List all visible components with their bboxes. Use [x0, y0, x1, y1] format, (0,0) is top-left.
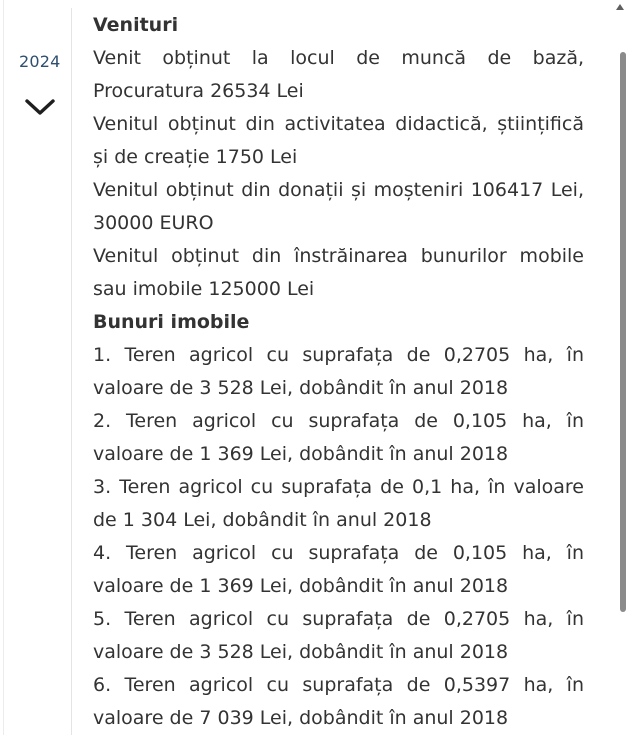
real-estate-item: 1. Teren agricol cu suprafața de 0,2705 ha, în valoare de 3 528 Lei, dobândit în anul 2018	[93, 344, 584, 399]
real-estate-heading: Bunuri imobile	[93, 311, 250, 333]
chevron-down-icon[interactable]	[24, 96, 56, 118]
income-item: Venitul obținut din activitatea didactică, științifică și de creație 1750 Lei	[93, 113, 584, 168]
income-item: Venitul obținut din înstrăinarea bunurilor mobile sau imobile 125000 Lei	[93, 245, 584, 300]
arrow-up-icon[interactable]	[616, 4, 624, 10]
income-heading: Venituri	[93, 14, 179, 36]
real-estate-item: 2. Teren agricol cu suprafața de 0,105 ha, în valoare de 1 369 Lei, dobândit în anul 2018	[93, 410, 584, 465]
income-item: Venit obținut la locul de muncă de bază, Procuratura 26534 Lei	[93, 47, 584, 102]
declaration-content	[93, 9, 584, 735]
scrollbar[interactable]	[618, 14, 627, 735]
year-column	[4, 0, 71, 735]
real-estate-item: 5. Teren agricol cu suprafața de 0,2705 ha, în valoare de 3 528 Lei, dobândit în anul 2018	[93, 608, 584, 663]
column-divider	[71, 8, 72, 735]
real-estate-item: 3. Teren agricol cu suprafața de 0,1 ha, în valoare de 1 304 Lei, dobândit în anul 2018	[93, 476, 584, 531]
scrollbar-thumb[interactable]	[620, 52, 626, 612]
real-estate-item: 6. Teren agricol cu suprafața de 0,5397 ha, în valoare de 7 039 Lei, dobândit în anul 2018	[93, 674, 584, 729]
income-item: Venitul obținut din donații și moșteniri 106417 Lei, 30000 EURO	[93, 179, 584, 234]
real-estate-item: 4. Teren agricol cu suprafața de 0,105 ha, în valoare de 1 369 Lei, dobândit în anul 2018	[93, 542, 584, 597]
year-label: 2024	[19, 52, 61, 71]
